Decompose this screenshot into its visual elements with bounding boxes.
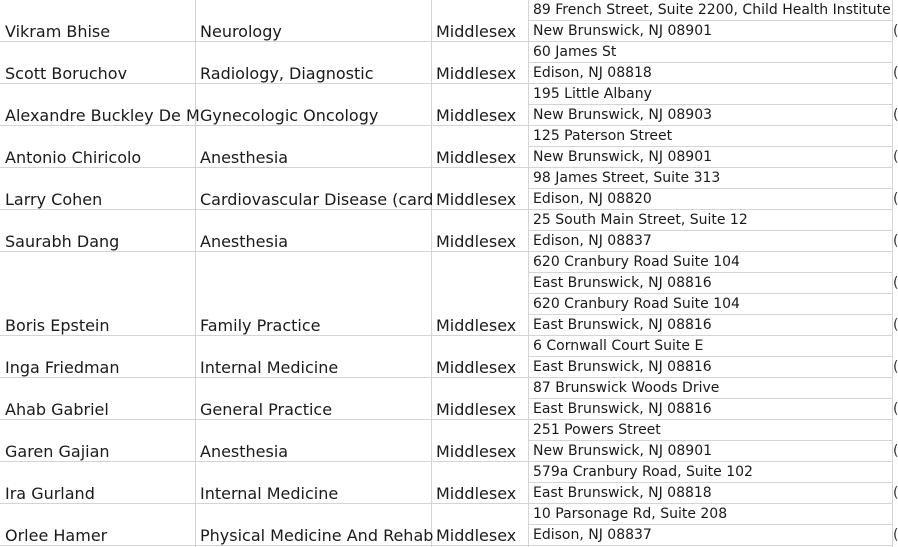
cell-county[interactable]: Middlesex <box>436 106 517 125</box>
cell-name[interactable]: Alexandre Buckley De M <box>5 106 200 125</box>
cell-address-line[interactable]: 60 James St <box>529 42 892 63</box>
cell-specialty[interactable]: Physical Medicine And Rehab <box>200 526 434 545</box>
cell-county[interactable]: Middlesex <box>436 526 517 545</box>
cell-specialty[interactable]: Gynecologic Oncology <box>200 106 379 125</box>
cell-address-line[interactable]: East Brunswick, NJ 08816 <box>529 357 892 378</box>
row-divider <box>0 545 529 546</box>
truncated-cell-edge: ( <box>893 485 898 501</box>
cell-county[interactable]: Middlesex <box>436 22 517 41</box>
cell-specialty[interactable]: Family Practice <box>200 316 321 335</box>
cell-address-line[interactable]: Edison, NJ 08837 <box>529 525 892 546</box>
truncated-cell-edge: ( <box>893 359 898 375</box>
cell-specialty[interactable]: Radiology, Diagnostic <box>200 64 374 83</box>
cell-address-line[interactable]: 251 Powers Street <box>529 420 892 441</box>
cell-specialty[interactable]: General Practice <box>200 400 333 419</box>
truncated-cell-edge: ( <box>893 275 898 291</box>
cell-name[interactable]: Larry Cohen <box>5 190 103 209</box>
cell-address-line[interactable]: 579a Cranbury Road, Suite 102 <box>529 462 892 483</box>
cell-specialty[interactable]: Neurology <box>200 22 282 41</box>
cell-address-line[interactable]: New Brunswick, NJ 08901 <box>529 147 892 168</box>
cell-name[interactable]: Boris Epstein <box>5 316 110 335</box>
truncated-cell-edge: ( <box>893 149 898 165</box>
table-row <box>0 462 897 504</box>
cell-specialty[interactable]: Internal Medicine <box>200 358 339 377</box>
cell-address-line[interactable]: East Brunswick, NJ 08816 <box>529 315 892 336</box>
table-row <box>0 168 897 210</box>
cell-address-line[interactable]: 6 Cornwall Court Suite E <box>529 336 892 357</box>
cell-address-line[interactable]: 87 Brunswick Woods Drive <box>529 378 892 399</box>
cell-name[interactable]: Inga Friedman <box>5 358 120 377</box>
table-row <box>0 378 897 420</box>
cell-county[interactable]: Middlesex <box>436 484 517 503</box>
truncated-cell-edge: ( <box>893 23 898 39</box>
cell-name[interactable]: Vikram Bhise <box>5 22 111 41</box>
cell-name[interactable]: Antonio Chiricolo <box>5 148 142 167</box>
table-row <box>0 504 897 546</box>
truncated-cell-edge: ( <box>893 65 898 81</box>
cell-address-line[interactable]: New Brunswick, NJ 08903 <box>529 105 892 126</box>
cell-address-line[interactable]: 98 James Street, Suite 313 <box>529 168 892 189</box>
cell-specialty[interactable]: Internal Medicine <box>200 484 339 503</box>
cell-address-line[interactable]: New Brunswick, NJ 08901 <box>529 21 892 42</box>
cell-county[interactable]: Middlesex <box>436 232 517 251</box>
table-row <box>0 336 897 378</box>
cell-name[interactable]: Ahab Gabriel <box>5 400 109 419</box>
table-row <box>0 84 897 126</box>
table-row <box>0 252 897 336</box>
cell-address-line[interactable]: 25 South Main Street, Suite 12 <box>529 210 892 231</box>
cell-address-line[interactable]: East Brunswick, NJ 08816 <box>529 273 892 294</box>
cell-name[interactable]: Orlee Hamer <box>5 526 108 545</box>
cell-address-line[interactable]: East Brunswick, NJ 08816 <box>529 399 892 420</box>
cell-address-line[interactable]: 10 Parsonage Rd, Suite 208 <box>529 504 892 525</box>
table-row <box>0 0 897 42</box>
cell-address-line[interactable]: 195 Little Albany <box>529 84 892 105</box>
truncated-cell-edge: ( <box>893 527 898 543</box>
cell-address-line[interactable]: 620 Cranbury Road Suite 104 <box>529 252 892 273</box>
cell-name[interactable]: Garen Gajian <box>5 442 110 461</box>
cell-name[interactable]: Saurabh Dang <box>5 232 120 251</box>
cell-address-line[interactable]: 620 Cranbury Road Suite 104 <box>529 294 892 315</box>
cell-address-line[interactable]: Edison, NJ 08818 <box>529 63 892 84</box>
table-row <box>0 210 897 252</box>
truncated-cell-edge: ( <box>893 317 898 333</box>
cell-name[interactable]: Ira Gurland <box>5 484 95 503</box>
cell-specialty[interactable]: Anesthesia <box>200 148 289 167</box>
cell-address-line[interactable]: Edison, NJ 08837 <box>529 231 892 252</box>
truncated-cell-edge: ( <box>893 401 898 417</box>
table-row <box>0 126 897 168</box>
cell-county[interactable]: Middlesex <box>436 442 517 461</box>
cell-specialty[interactable]: Cardiovascular Disease (card <box>200 190 434 209</box>
cell-address-line[interactable]: New Brunswick, NJ 08901 <box>529 441 892 462</box>
cell-address-line[interactable]: 89 French Street, Suite 2200, Child Health Institute <box>529 0 892 21</box>
cell-specialty[interactable]: Anesthesia <box>200 232 289 251</box>
cell-address-line[interactable]: 125 Paterson Street <box>529 126 892 147</box>
truncated-cell-edge: ( <box>893 233 898 249</box>
cell-county[interactable]: Middlesex <box>436 358 517 377</box>
cell-county[interactable]: Middlesex <box>436 400 517 419</box>
cell-specialty[interactable]: Anesthesia <box>200 442 289 461</box>
cell-address-line[interactable]: East Brunswick, NJ 08818 <box>529 483 892 504</box>
cell-county[interactable]: Middlesex <box>436 148 517 167</box>
cell-county[interactable]: Middlesex <box>436 316 517 335</box>
table-row <box>0 42 897 84</box>
truncated-cell-edge: ( <box>893 107 898 123</box>
cell-name[interactable]: Scott Boruchov <box>5 64 128 83</box>
truncated-cell-edge: ( <box>893 191 898 207</box>
cell-county[interactable]: Middlesex <box>436 190 517 209</box>
cell-address-line[interactable]: Edison, NJ 08820 <box>529 189 892 210</box>
truncated-cell-edge: ( <box>893 443 898 459</box>
cell-county[interactable]: Middlesex <box>436 64 517 83</box>
table-row <box>0 420 897 462</box>
